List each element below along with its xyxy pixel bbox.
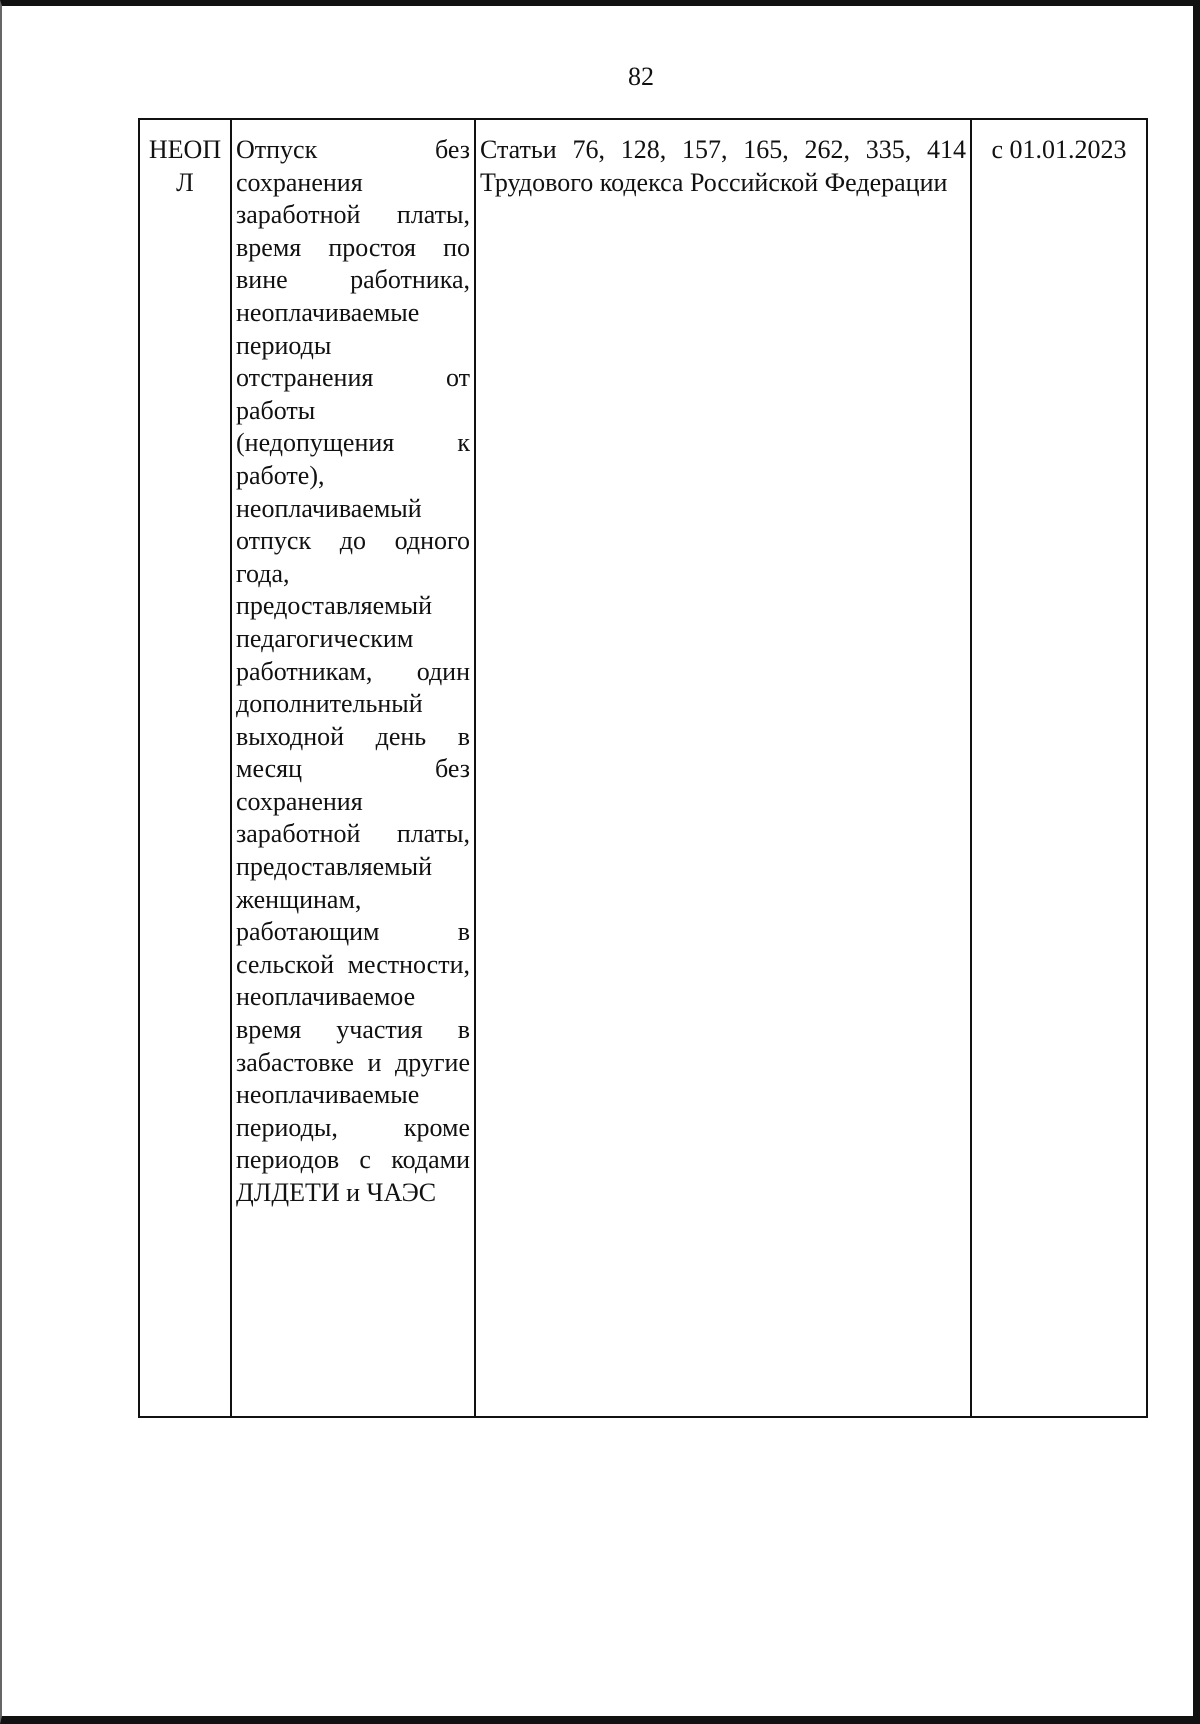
legal-basis-cell: Статьи 76, 128, 157, 165, 262, 335, 414 Трудового кодекса Российской Федерации: [475, 119, 971, 1417]
document-table: [138, 118, 1148, 1418]
description-cell: Отпуск без сохранения заработной платы, время простоя по вине работника, неоплачиваемые периоды отстранения от работы (недопущения к работе), неоплачиваемый отпуск до одного года, предоставляемый педагогическим работникам, один дополнительный выходной день в месяц без сохранения заработной платы, предоставляемый женщинам, работающим в сельской местности, неоплачиваемое время участия в забастовке и другие неоплачиваемые периоды, кроме периодов с кодами ДЛДЕТИ и ЧАЭС: [231, 119, 475, 1417]
table-row: [139, 119, 1147, 1417]
page-number: 82: [628, 62, 654, 91]
code-cell: НЕОПЛ: [139, 119, 231, 1417]
effective-date-cell: с 01.01.2023: [971, 119, 1147, 1417]
